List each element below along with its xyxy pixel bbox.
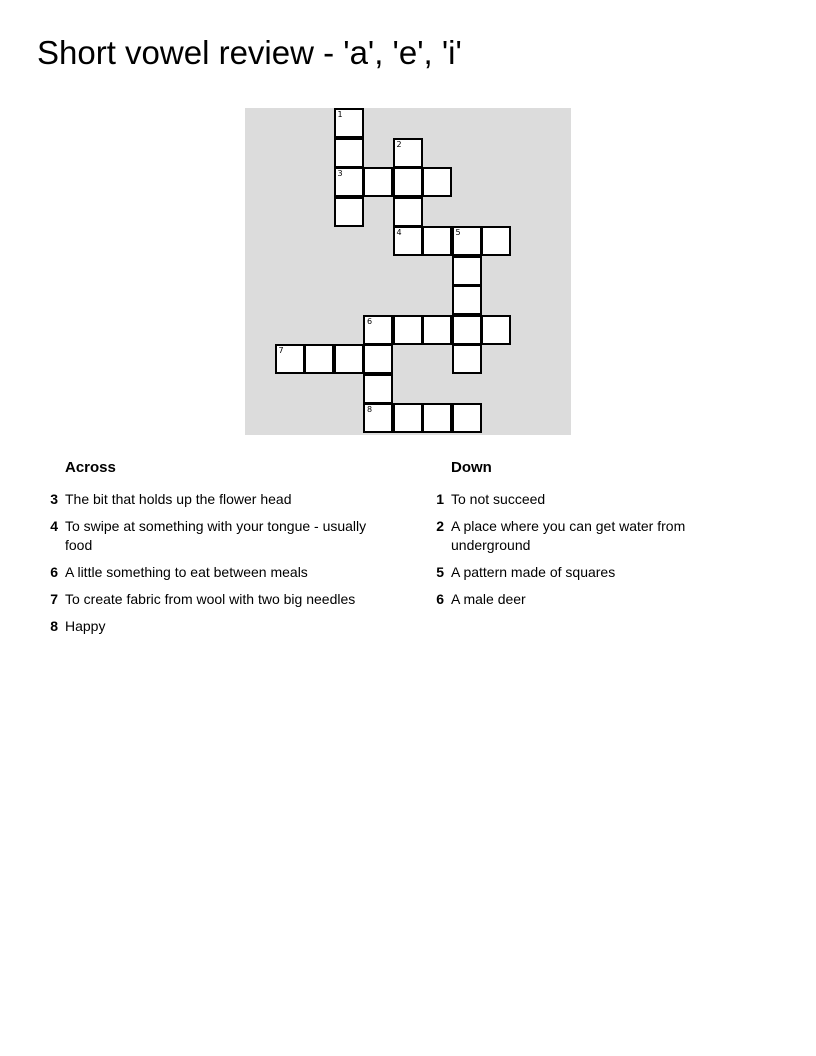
grid-cell[interactable] bbox=[304, 344, 334, 374]
clue-number: 6 bbox=[436, 591, 444, 607]
across-clue bbox=[42, 490, 392, 509]
clue-number: 5 bbox=[436, 564, 444, 580]
across-clue bbox=[42, 517, 392, 555]
clue-number: 4 bbox=[50, 518, 58, 534]
grid-cell[interactable] bbox=[452, 344, 482, 374]
grid-cell[interactable] bbox=[334, 197, 364, 227]
grid-cell[interactable] bbox=[452, 403, 482, 433]
down-clue bbox=[428, 563, 728, 582]
grid-cell[interactable] bbox=[452, 285, 482, 315]
clue-text: The bit that holds up the flower head bbox=[65, 491, 292, 507]
down-clue bbox=[428, 517, 728, 555]
across-heading: Across bbox=[65, 459, 116, 476]
clue-text: Happy bbox=[65, 618, 106, 634]
clue-number: 8 bbox=[50, 618, 58, 634]
clue-number: 6 bbox=[50, 564, 58, 580]
clue-number: 3 bbox=[50, 491, 58, 507]
across-clue bbox=[42, 617, 392, 636]
grid-cell[interactable] bbox=[363, 403, 393, 433]
grid-cell[interactable] bbox=[393, 226, 423, 256]
grid-cell[interactable] bbox=[452, 256, 482, 286]
cell-number: 5 bbox=[455, 228, 461, 237]
clue-text: A little something to eat between meals bbox=[65, 564, 308, 580]
cell-number: 6 bbox=[367, 316, 373, 326]
grid-cell[interactable] bbox=[275, 344, 305, 374]
cell-number: 4 bbox=[396, 228, 402, 237]
grid-cell[interactable] bbox=[422, 167, 452, 197]
grid-cell[interactable] bbox=[481, 315, 511, 345]
clue-text: A male deer bbox=[451, 591, 526, 607]
grid-cell[interactable] bbox=[452, 226, 482, 256]
down-heading: Down bbox=[451, 459, 492, 476]
grid-cell[interactable] bbox=[393, 315, 423, 345]
grid-cell[interactable] bbox=[363, 167, 393, 197]
grid-cell[interactable] bbox=[422, 315, 452, 345]
grid-cell[interactable] bbox=[393, 138, 423, 168]
grid-cell[interactable] bbox=[363, 344, 393, 374]
cell-number: 1 bbox=[337, 110, 343, 119]
grid-cell[interactable] bbox=[452, 315, 482, 345]
grid-cell[interactable] bbox=[363, 374, 393, 404]
down-clues bbox=[428, 458, 728, 617]
cell-number: 7 bbox=[278, 346, 284, 355]
grid-cell[interactable] bbox=[363, 315, 393, 345]
across-clue bbox=[42, 563, 392, 582]
cell-number: 2 bbox=[396, 139, 402, 149]
clue-text: To swipe at something with your tongue - usually food bbox=[65, 518, 367, 553]
clue-number: 2 bbox=[436, 518, 444, 534]
down-clue bbox=[428, 590, 728, 609]
grid-cell[interactable] bbox=[334, 167, 364, 197]
grid-cell[interactable] bbox=[334, 138, 364, 168]
grid-cell[interactable] bbox=[393, 403, 423, 433]
cell-number: 8 bbox=[367, 405, 373, 414]
clue-number: 7 bbox=[50, 591, 58, 607]
across-clues bbox=[42, 458, 392, 644]
grid-cell[interactable] bbox=[422, 226, 452, 256]
clue-text: A place where you can get water from underground bbox=[451, 518, 686, 553]
grid-cell[interactable] bbox=[393, 167, 423, 197]
across-clue bbox=[42, 590, 392, 609]
crossword-grid bbox=[245, 108, 571, 435]
grid-cell[interactable] bbox=[481, 226, 511, 256]
grid-cell[interactable] bbox=[422, 403, 452, 433]
clue-text: To create fabric from wool with two big needles bbox=[65, 591, 356, 607]
down-clue bbox=[428, 490, 728, 509]
grid-cell[interactable] bbox=[393, 197, 423, 227]
clue-text: To not succeed bbox=[451, 491, 546, 507]
cell-number: 3 bbox=[337, 169, 343, 178]
clue-number: 1 bbox=[436, 491, 444, 507]
grid-cell[interactable] bbox=[334, 108, 364, 138]
clue-text: A pattern made of squares bbox=[451, 564, 616, 580]
page-title: Short vowel review - 'a', 'e', 'i' bbox=[37, 34, 462, 71]
grid-cell[interactable] bbox=[334, 344, 364, 374]
